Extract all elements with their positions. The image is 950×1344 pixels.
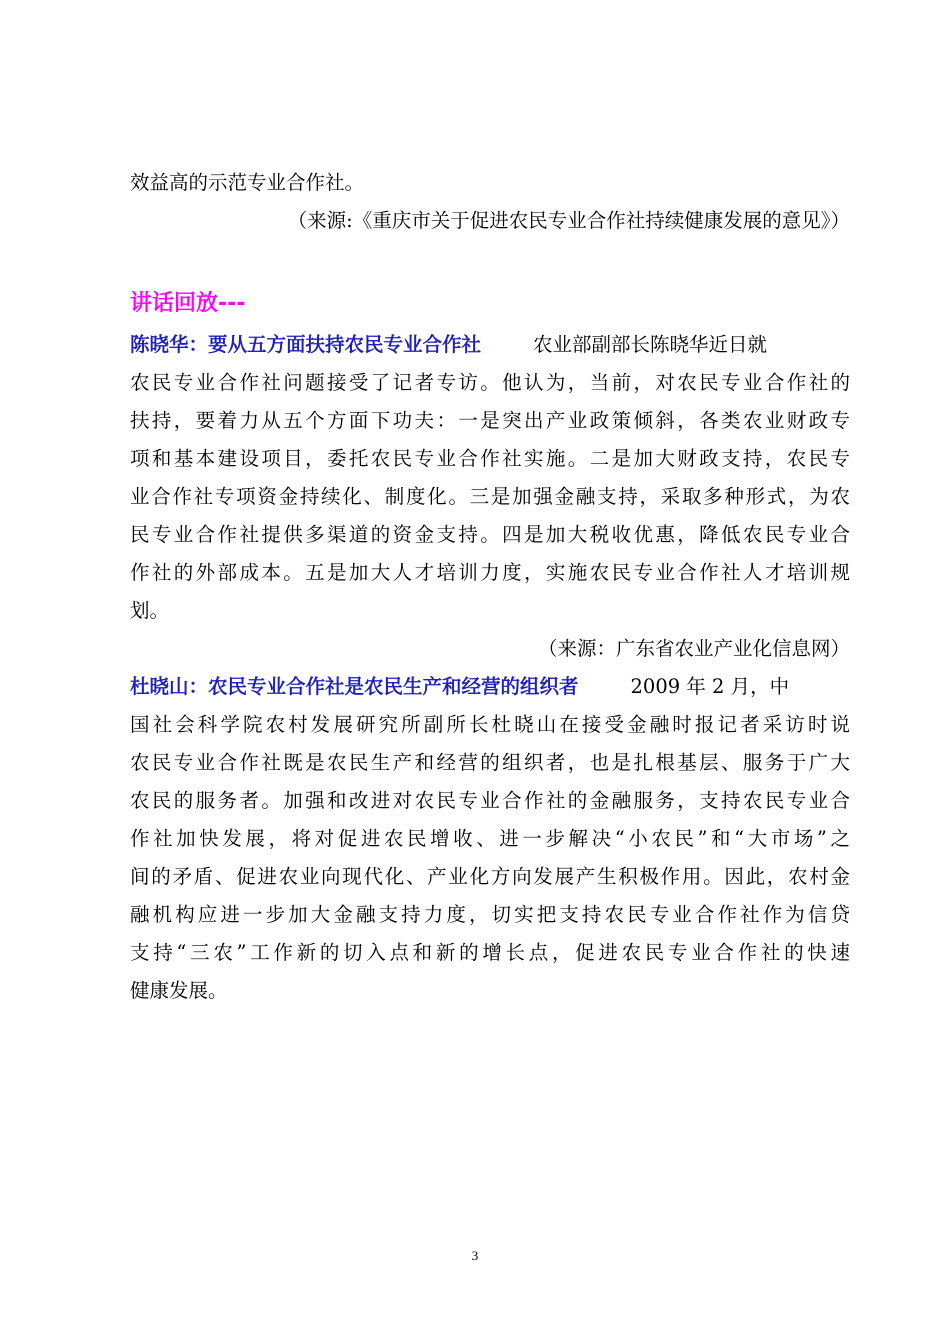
article-du-xiaoshan bbox=[130, 668, 850, 1010]
page-number: 3 bbox=[471, 1248, 479, 1263]
article2-line: 作社加快发展，将对促进农民增收、进一步解决“小农民”和“大市场”之 bbox=[130, 827, 850, 850]
article2-line: 支持“三农”工作新的切入点和新的增长点，促进农民专业合作社的快速 bbox=[130, 941, 850, 964]
top-paragraph-source: （来源:《重庆市关于促进农民专业合作社持续健康发展的意见》） bbox=[287, 209, 850, 232]
top-paragraph-line: 效益高的示范专业合作社。 bbox=[130, 171, 365, 194]
article1-speaker-title: 陈晓华：要从五方面扶持农民专业合作社 bbox=[130, 333, 482, 356]
article2-line: 融机构应进一步加大金融支持力度，切实把支持农民专业合作社作为信贷 bbox=[130, 903, 850, 926]
article2-line: 间的矛盾、促进农业向现代化、产业化方向发展产生积极作用。因此，农村金 bbox=[130, 865, 850, 888]
article-chen-xiaohua bbox=[130, 326, 850, 668]
article2-line: 农民的服务者。加强和改进对农民专业合作社的金融服务，支持农民专业合 bbox=[130, 789, 850, 812]
article1-source: （来源：广东省农业产业化信息网） bbox=[537, 637, 850, 660]
article1-line: 业合作社专项资金持续化、制度化。三是加强金融支持，采取多种形式，为农 bbox=[130, 485, 850, 508]
article2-line: 农民专业合作社既是农民生产和经营的组织者，也是扎根基层、服务于广大 bbox=[130, 751, 850, 774]
section-heading: 讲话回放--- bbox=[130, 291, 246, 316]
article1-line: 作社的外部成本。五是加大人才培训力度，实施农民专业合作社人才培训规 bbox=[130, 561, 850, 584]
article1-line: 民专业合作社提供多渠道的资金支持。四是加大税收优惠，降低农民专业合 bbox=[130, 523, 850, 546]
article1-line: 农民专业合作社问题接受了记者专访。他认为，当前，对农民专业合作社的 bbox=[130, 371, 850, 394]
article2-line: 国社会科学院农村发展研究所副所长杜晓山在接受金融时报记者采访时说 bbox=[130, 713, 850, 736]
article1-line: 项和基本建设项目，委托农民专业合作社实施。二是加大财政支持，农民专 bbox=[130, 447, 850, 470]
article2-first-line bbox=[130, 668, 850, 706]
article1-first-line bbox=[130, 326, 850, 364]
article1-first-line-text: 农业部副部长陈晓华近日就 bbox=[533, 333, 768, 356]
article2-line: 健康发展。 bbox=[130, 979, 228, 1002]
article2-speaker-title: 杜晓山：农民专业合作社是农民生产和经营的组织者 bbox=[130, 675, 579, 698]
article2-first-line-text: 2009 年 2 月，中 bbox=[630, 675, 790, 698]
article1-line: 划。 bbox=[130, 599, 170, 622]
document-body bbox=[130, 164, 850, 1010]
article1-line: 扶持，要着力从五个方面下功夫：一是突出产业政策倾斜，各类农业财政专 bbox=[130, 409, 850, 432]
